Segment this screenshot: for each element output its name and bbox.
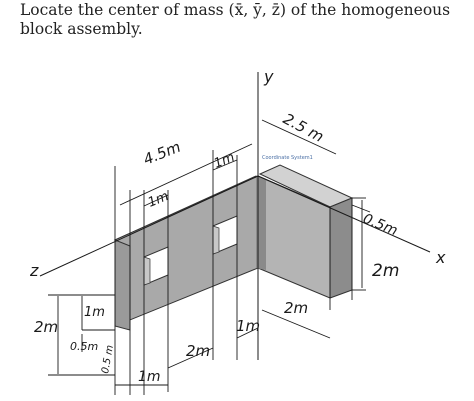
front-wall-end-face (115, 240, 130, 330)
dim-left-1m: 1m (84, 305, 105, 320)
dim-bottom-1m-b: 1m (236, 317, 261, 335)
dim-left-05m: 0.5m (70, 340, 99, 353)
dim-top-length: 4.5m (140, 137, 184, 169)
problem-line-2: block assembly. (20, 20, 143, 38)
dim-bottom-right-2m: 2m (284, 299, 309, 317)
dim-left-height-2m: 2m (34, 318, 59, 336)
window-right-inner (213, 226, 219, 254)
dim-right-height: 2m (372, 261, 400, 281)
dim-back-depth: 2.5 m (280, 109, 327, 146)
problem-line-1: Locate the center of mass (x̄, ȳ, z̄) of the homogeneous (20, 1, 451, 19)
x-axis-label: x (436, 248, 446, 267)
coordinate-system-label: Coordinate System1 (262, 155, 313, 161)
dim-bottom-2m: 2m (186, 342, 211, 360)
dim-front-thickness: 0.5 m (100, 344, 116, 375)
dim-window-1m: 1m (145, 188, 171, 211)
y-axis-label: y (264, 67, 274, 86)
z-axis-label: z (30, 261, 39, 280)
dim-right-thickness: 0.5m (360, 210, 400, 240)
window-left-inner (144, 257, 150, 285)
dim-bottom-1m-a: 1m (138, 369, 161, 385)
dim-top-right-1m: 1m (211, 149, 237, 172)
block-assembly (115, 165, 352, 330)
